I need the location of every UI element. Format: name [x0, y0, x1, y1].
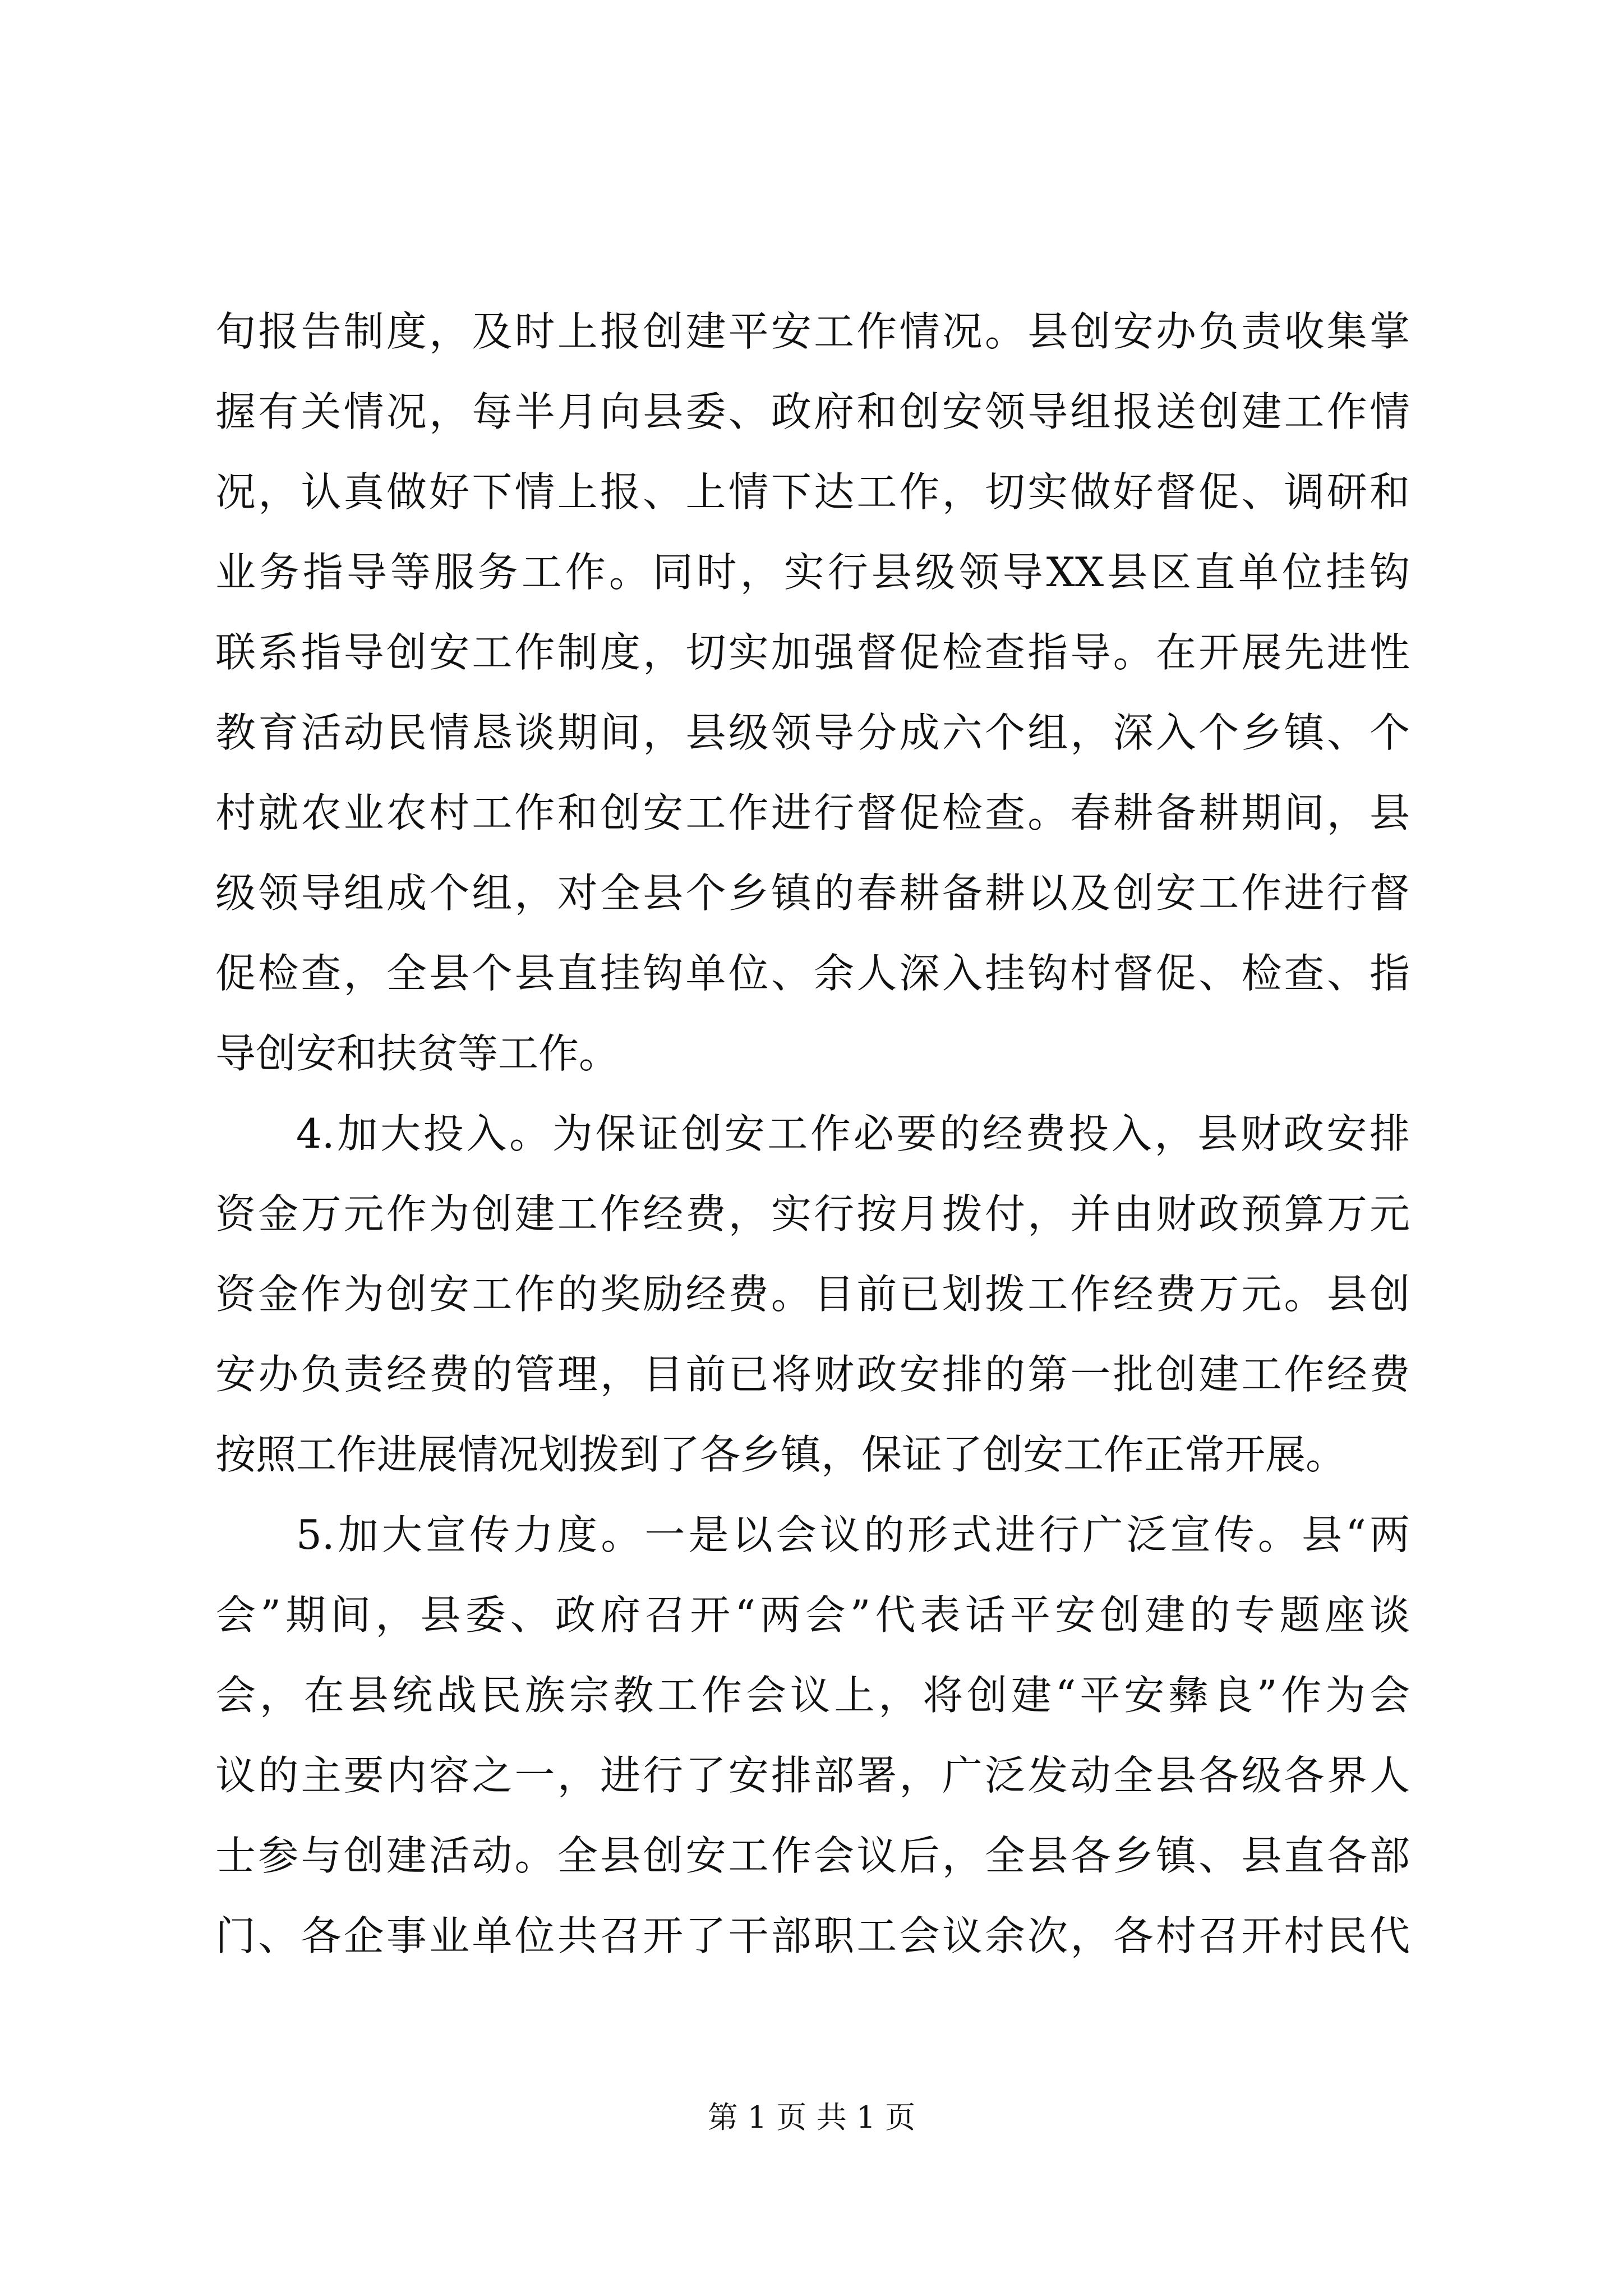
text-line: 况，认真做好下情上报、上情下达工作，切实做好督促、调研和 [215, 468, 1410, 516]
text-line: 导创安和扶贫等工作。 [215, 1030, 620, 1077]
text-line: 旬报告制度，及时上报创建平安工作情况。县创安办负责收集掌 [215, 308, 1410, 355]
text-line: 士参与创建活动。全县创安工作会议后，全县各乡镇、县直各部 [215, 1832, 1410, 1879]
document-body [215, 292, 1410, 1976]
text-line: 安办负责经费的管理，目前已将财政安排的第一批创建工作经费 [215, 1351, 1410, 1398]
text-line: 促检查，全县个县直挂钩单位、余人深入挂钩村督促、检查、指 [215, 950, 1410, 997]
text-line: 门、各企事业单位共召开了干部职工会议余次，各村召开村民代 [215, 1912, 1410, 1959]
paragraph-1 [215, 292, 1410, 1094]
page-footer [0, 2098, 1623, 2137]
text-line: 业务指导等服务工作。同时，实行县级领导XX县区直单位挂钩 [215, 549, 1410, 596]
text-line: 握有关情况，每半月向县委、政府和创安领导组报送创建工作情 [215, 388, 1410, 435]
text-line: 5.加大宣传力度。一是以会议的形式进行广泛宣传。县“两 [296, 1511, 1410, 1558]
text-line: 资金作为创安工作的奖励经费。目前已划拨工作经费万元。县创 [215, 1271, 1410, 1318]
paragraph-3 [215, 1495, 1410, 1976]
text-line: 议的主要内容之一，进行了安排部署，广泛发动全县各级各界人 [215, 1752, 1410, 1799]
text-line: 按照工作进展情况划拨到了各乡镇，保证了创安工作正常开展。 [215, 1431, 1347, 1478]
text-line: 村就农业农村工作和创安工作进行督促检查。春耕备耕期间，县 [215, 789, 1410, 836]
text-line: 资金万元作为创建工作经费，实行按月拨付，并由财政预算万元 [215, 1190, 1410, 1237]
text-line: 联系指导创安工作制度，切实加强督促检查指导。在开展先进性 [215, 629, 1410, 676]
page-number: 第 1 页 共 1 页 [707, 2100, 916, 2135]
text-line: 级领导组成个组，对全县个乡镇的春耕备耕以及创安工作进行督 [215, 869, 1410, 917]
text-line: 会”期间，县委、政府召开“两会”代表话平安创建的专题座谈 [215, 1591, 1410, 1639]
paragraph-2 [215, 1094, 1410, 1495]
text-line: 4.加大投入。为保证创安工作必要的经费投入，县财政安排 [296, 1110, 1410, 1157]
text-line: 教育活动民情恳谈期间，县级领导分成六个组，深入个乡镇、个 [215, 709, 1410, 756]
text-line: 会，在县统战民族宗教工作会议上，将创建“平安彝良”作为会 [215, 1672, 1410, 1719]
